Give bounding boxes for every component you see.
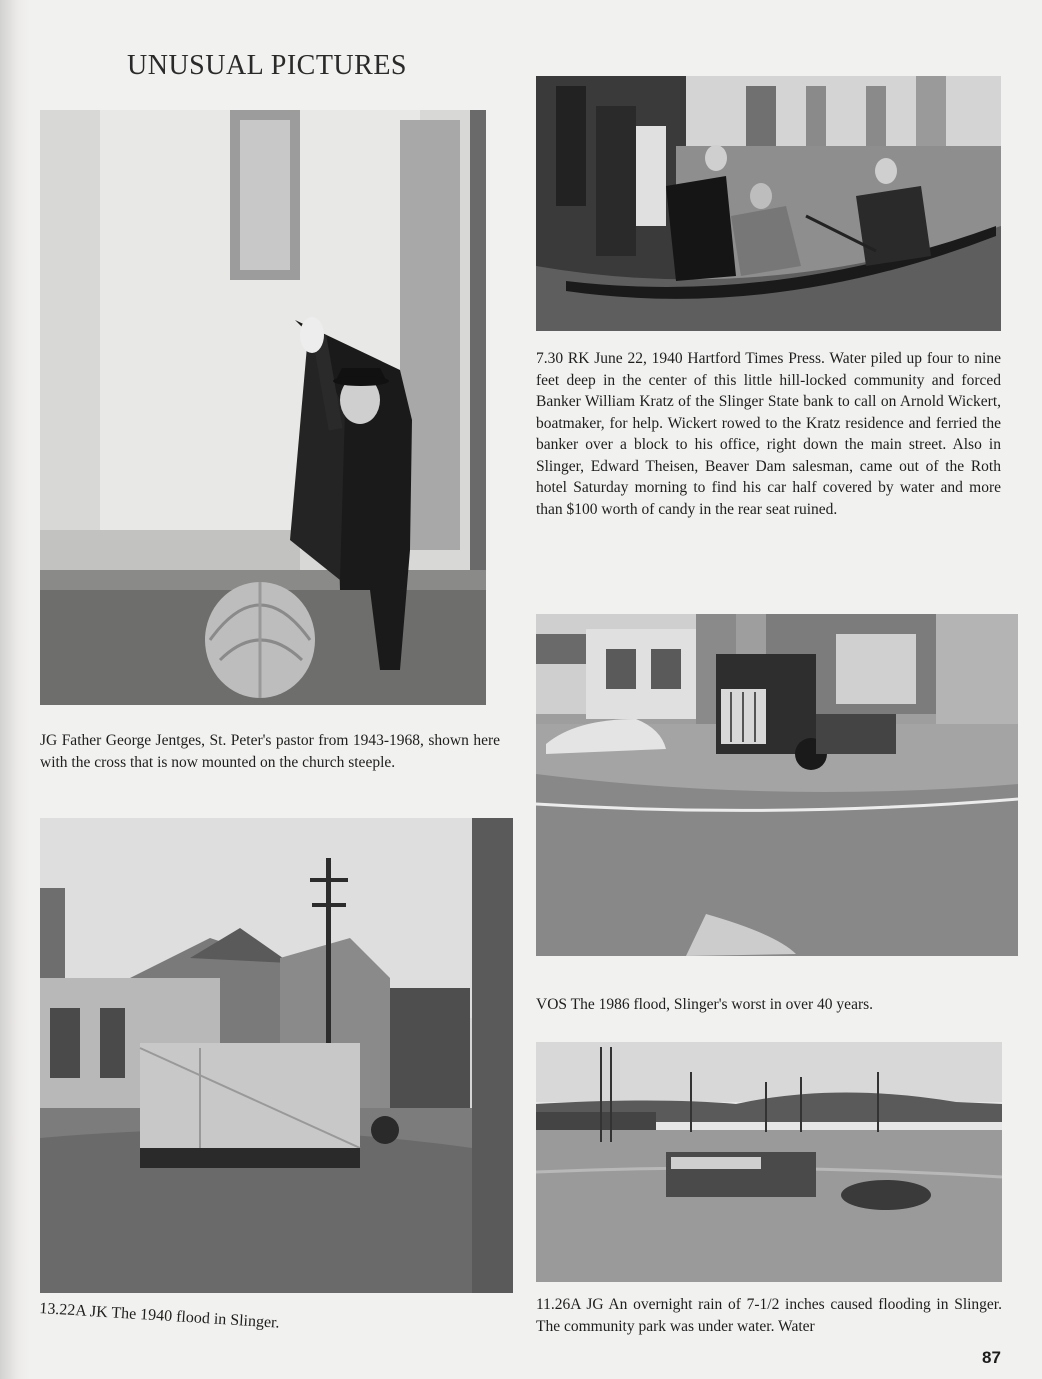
photo-caption: JG Father George Jentges, St. Peter's pastor from 1943-1968, shown here with the cross that is now mounted on the church steeple. (40, 732, 500, 771)
photo-priest-with-cross (40, 110, 486, 705)
photo-caption: 13.22A JK The 1940 flood in Slinger. (38, 1299, 281, 1332)
photo-park-flood (536, 1042, 1002, 1282)
photo-caption: 11.26A JG An overnight rain of 7-1/2 inches caused flooding in Slinger. The community park was under water. Water (536, 1296, 1002, 1335)
photo-truck-flood (536, 614, 1018, 956)
photo-caption: VOS The 1986 flood, Slinger's worst in over 40 years. (536, 996, 874, 1013)
page-title: UNUSUAL PICTURES (127, 50, 407, 81)
page-spine-shadow (0, 0, 30, 1379)
page-number: 87 (982, 1348, 1001, 1367)
photo-canoe-flood (536, 76, 1001, 331)
photo-1940-flood (40, 818, 513, 1293)
photo-caption: 7.30 RK June 22, 1940 Hartford Times Press. Water piled up four to nine feet deep in the center of this little hill-locked community and forced Banker William Kratz of the Slinger State bank to call on Arnold Wickert, boatmaker, for help. Wickert rowed to the Kratz residence and ferried the banker over a block to his office, right down the main street. Also in Slinger, Edward Theisen, Beaver Dam salesman, came out of the Roth hotel Saturday morning to find his car half covered by water and more than $100 worth of candy in the rear seat ruined. (536, 350, 1001, 518)
